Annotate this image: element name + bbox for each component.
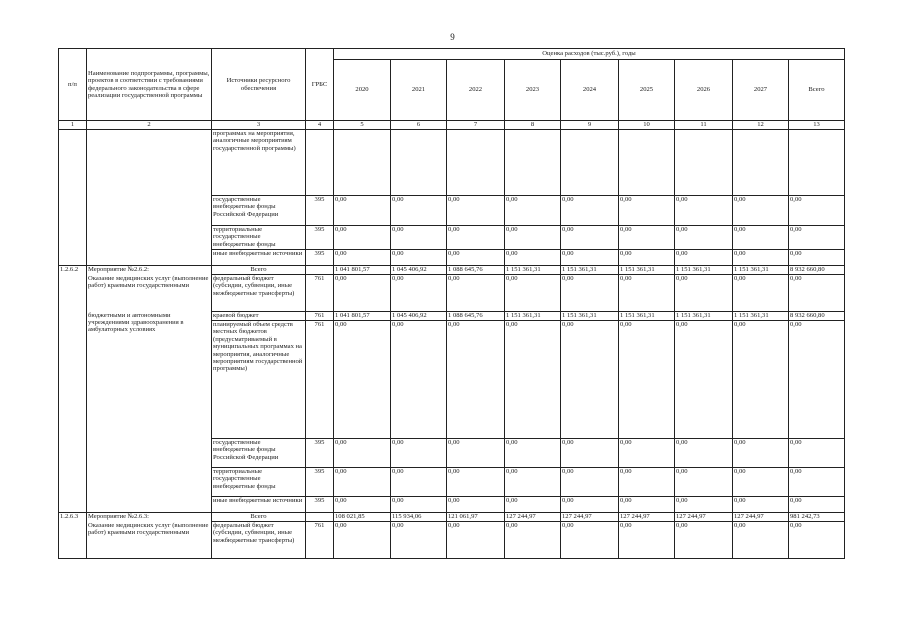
value-cell: 0,00 bbox=[789, 226, 845, 250]
source-cell: краевой бюджет bbox=[212, 312, 306, 321]
value-cell: 1 151 361,31 bbox=[619, 312, 675, 321]
header-year: 2027 bbox=[733, 60, 789, 121]
value-cell: 0,00 bbox=[733, 439, 789, 468]
value-cell: 0,00 bbox=[391, 250, 447, 266]
page-number: 9 bbox=[450, 32, 455, 42]
grbs-cell: 761 bbox=[306, 312, 334, 321]
table-row bbox=[59, 226, 845, 250]
value-cell: 0,00 bbox=[505, 250, 561, 266]
grbs-cell: 395 bbox=[306, 226, 334, 250]
value-cell: 0,00 bbox=[619, 468, 675, 497]
source-cell: федеральный бюджет (субсидии, субвенции, иные межбюджетные трансферты) bbox=[212, 522, 306, 559]
value-cell: 0,00 bbox=[334, 321, 391, 439]
header-source: Источники ресурсного обеспечения bbox=[212, 49, 306, 121]
value-cell: 1 151 361,31 bbox=[619, 266, 675, 275]
grbs-cell: 761 bbox=[306, 522, 334, 559]
source-cell: государственные внебюджетные фонды Российской Федерации bbox=[212, 439, 306, 468]
value-cell: 0,00 bbox=[505, 439, 561, 468]
value-cell: 0,00 bbox=[675, 439, 733, 468]
grbs-cell: 395 bbox=[306, 250, 334, 266]
value-cell: 0,00 bbox=[391, 321, 447, 439]
value-cell: 1 151 361,31 bbox=[561, 312, 619, 321]
value-cell: 0,00 bbox=[505, 497, 561, 513]
value-cell: 0,00 bbox=[675, 522, 733, 559]
value-cell: 0,00 bbox=[675, 275, 733, 312]
value-cell: 0,00 bbox=[733, 321, 789, 439]
value-cell: 0,00 bbox=[733, 468, 789, 497]
value-cell: 0,00 bbox=[561, 196, 619, 226]
value-cell: 0,00 bbox=[391, 497, 447, 513]
value-cell: 108 021,85 bbox=[334, 513, 391, 522]
col-number: 9 bbox=[561, 121, 619, 130]
value-cell: 1 151 361,31 bbox=[505, 312, 561, 321]
value-cell: 0,00 bbox=[447, 275, 505, 312]
value-cell: 1 151 361,31 bbox=[733, 312, 789, 321]
value-cell: 0,00 bbox=[789, 321, 845, 439]
source-cell: Всего bbox=[212, 513, 306, 522]
source-cell: программах на мероприятия, аналогичные мероприятиям государственной программы) bbox=[212, 130, 306, 196]
col-number: 4 bbox=[306, 121, 334, 130]
value-cell: 0,00 bbox=[675, 321, 733, 439]
grbs-cell: 761 bbox=[306, 321, 334, 439]
value-cell: 0,00 bbox=[561, 321, 619, 439]
value-cell: 0,00 bbox=[447, 250, 505, 266]
value-cell: 1 151 361,31 bbox=[505, 266, 561, 275]
header-year: 2025 bbox=[619, 60, 675, 121]
value-cell: 0,00 bbox=[619, 226, 675, 250]
source-cell: Всего bbox=[212, 266, 306, 275]
row-number: 1.2.6.2 bbox=[59, 266, 87, 513]
source-cell: федеральный бюджет (субсидии, субвенции, иные межбюджетные трансферты) bbox=[212, 275, 306, 312]
value-cell: 0,00 bbox=[619, 275, 675, 312]
value-cell: 0,00 bbox=[733, 196, 789, 226]
value-cell: 1 041 801,57 bbox=[334, 312, 391, 321]
value-cell: 1 088 645,76 bbox=[447, 266, 505, 275]
value-cell: 127 244,97 bbox=[619, 513, 675, 522]
value-cell: 0,00 bbox=[561, 226, 619, 250]
col-number: 3 bbox=[212, 121, 306, 130]
value-cell: 8 932 660,80 bbox=[789, 266, 845, 275]
value-cell: 127 244,97 bbox=[561, 513, 619, 522]
budget-table bbox=[58, 48, 845, 559]
value-cell: 0,00 bbox=[334, 226, 391, 250]
source-cell: государственные внебюджетные фонды Российской Федерации bbox=[212, 196, 306, 226]
value-cell: 0,00 bbox=[789, 275, 845, 312]
value-cell: 121 061,97 bbox=[447, 513, 505, 522]
table-row bbox=[59, 522, 845, 559]
value-cell: 0,00 bbox=[789, 497, 845, 513]
value-cell: 0,00 bbox=[561, 439, 619, 468]
header-year: 2026 bbox=[675, 60, 733, 121]
value-cell: 0,00 bbox=[789, 196, 845, 226]
header-total: Всего bbox=[789, 60, 845, 121]
source-cell: планируемый объем средств местных бюджетов (предусматриваемый в муниципальных программах на мероприятия, аналогичные мероприятиям государственной программы) bbox=[212, 321, 306, 439]
grbs-cell: 395 bbox=[306, 497, 334, 513]
value-cell: 8 932 660,80 bbox=[789, 312, 845, 321]
value-cell: 1 088 645,76 bbox=[447, 312, 505, 321]
header-year: 2022 bbox=[447, 60, 505, 121]
value-cell: 1 045 406,92 bbox=[391, 266, 447, 275]
table-row-total bbox=[59, 266, 845, 275]
value-cell: 0,00 bbox=[391, 468, 447, 497]
source-cell: иные внебюджетные источники bbox=[212, 250, 306, 266]
col-number: 2 bbox=[87, 121, 212, 130]
header-name: Наименование подпрограммы, программы, проектов в соответствии с требованиями федерального законодательства в сфере реализации государственной программы bbox=[87, 49, 212, 121]
grbs-cell: 761 bbox=[306, 275, 334, 312]
table-row bbox=[59, 250, 845, 266]
value-cell: 981 242,73 bbox=[789, 513, 845, 522]
header-year: 2020 bbox=[334, 60, 391, 121]
value-cell: 0,00 bbox=[505, 275, 561, 312]
value-cell: 1 045 406,92 bbox=[391, 312, 447, 321]
value-cell: 0,00 bbox=[334, 522, 391, 559]
value-cell: 127 244,97 bbox=[733, 513, 789, 522]
value-cell: 0,00 bbox=[733, 226, 789, 250]
value-cell: 0,00 bbox=[619, 321, 675, 439]
col-number: 13 bbox=[789, 121, 845, 130]
col-number: 1 bbox=[59, 121, 87, 130]
header-year: 2024 bbox=[561, 60, 619, 121]
measure-title: Мероприятие №2.6.3: bbox=[87, 513, 212, 522]
header-num: п/п bbox=[59, 49, 87, 121]
table-row bbox=[59, 196, 845, 226]
table-row bbox=[59, 275, 845, 312]
value-cell: 0,00 bbox=[733, 522, 789, 559]
value-cell: 0,00 bbox=[619, 439, 675, 468]
value-cell: 0,00 bbox=[447, 226, 505, 250]
table-row-total bbox=[59, 513, 845, 522]
value-cell: 0,00 bbox=[619, 196, 675, 226]
measure-description: Оказание медицинских услуг (выполнение работ) краевыми государственными bbox=[87, 275, 212, 312]
value-cell: 0,00 bbox=[619, 522, 675, 559]
value-cell: 0,00 bbox=[391, 522, 447, 559]
value-cell: 0,00 bbox=[789, 250, 845, 266]
value-cell: 0,00 bbox=[733, 275, 789, 312]
value-cell: 0,00 bbox=[447, 321, 505, 439]
value-cell: 0,00 bbox=[447, 497, 505, 513]
measure-title: Мероприятие №2.6.2: bbox=[87, 266, 212, 275]
value-cell: 0,00 bbox=[675, 468, 733, 497]
value-cell: 0,00 bbox=[505, 321, 561, 439]
value-cell: 127 244,97 bbox=[675, 513, 733, 522]
value-cell: 1 041 801,57 bbox=[334, 266, 391, 275]
col-number: 10 bbox=[619, 121, 675, 130]
value-cell: 0,00 bbox=[733, 250, 789, 266]
measure-description: Оказание медицинских услуг (выполнение работ) краевыми государственными bbox=[87, 522, 212, 559]
value-cell: 0,00 bbox=[391, 439, 447, 468]
value-cell: 0,00 bbox=[789, 468, 845, 497]
value-cell: 0,00 bbox=[561, 522, 619, 559]
table-row bbox=[59, 130, 845, 196]
value-cell: 0,00 bbox=[789, 439, 845, 468]
value-cell: 0,00 bbox=[675, 250, 733, 266]
col-number: 6 bbox=[391, 121, 447, 130]
value-cell: 0,00 bbox=[391, 275, 447, 312]
grbs-cell: 395 bbox=[306, 196, 334, 226]
value-cell: 0,00 bbox=[733, 497, 789, 513]
value-cell: 0,00 bbox=[561, 497, 619, 513]
value-cell: 0,00 bbox=[447, 439, 505, 468]
source-cell: иные внебюджетные источники bbox=[212, 497, 306, 513]
value-cell: 1 151 361,31 bbox=[733, 266, 789, 275]
value-cell: 127 244,97 bbox=[505, 513, 561, 522]
value-cell: 0,00 bbox=[505, 226, 561, 250]
header-estimate: Оценка расходов (тыс.руб.), годы bbox=[334, 49, 845, 60]
value-cell: 0,00 bbox=[561, 250, 619, 266]
col-number: 8 bbox=[505, 121, 561, 130]
value-cell: 0,00 bbox=[334, 275, 391, 312]
value-cell: 0,00 bbox=[334, 468, 391, 497]
value-cell: 0,00 bbox=[391, 196, 447, 226]
grbs-cell: 395 bbox=[306, 439, 334, 468]
value-cell: 0,00 bbox=[505, 196, 561, 226]
value-cell: 0,00 bbox=[675, 196, 733, 226]
col-number: 11 bbox=[675, 121, 733, 130]
source-cell: территориальные государственные внебюджетные фонды bbox=[212, 468, 306, 497]
column-number-row bbox=[59, 121, 845, 130]
col-number: 12 bbox=[733, 121, 789, 130]
col-number: 7 bbox=[447, 121, 505, 130]
value-cell: 0,00 bbox=[619, 497, 675, 513]
value-cell: 0,00 bbox=[391, 226, 447, 250]
row-number: 1.2.6.3 bbox=[59, 513, 87, 559]
value-cell: 0,00 bbox=[334, 439, 391, 468]
value-cell: 0,00 bbox=[505, 468, 561, 497]
source-cell: территориальные государственные внебюджетные фонды bbox=[212, 226, 306, 250]
value-cell: 0,00 bbox=[619, 250, 675, 266]
value-cell: 0,00 bbox=[334, 196, 391, 226]
value-cell: 0,00 bbox=[447, 196, 505, 226]
value-cell: 0,00 bbox=[675, 497, 733, 513]
header-year: 2023 bbox=[505, 60, 561, 121]
value-cell: 1 151 361,31 bbox=[675, 266, 733, 275]
measure-description: бюджетными и автономными учреждениями здравоохранения в амбулаторных условиях bbox=[87, 312, 212, 513]
value-cell: 0,00 bbox=[561, 275, 619, 312]
value-cell: 0,00 bbox=[505, 522, 561, 559]
header-grbs: ГРБС bbox=[306, 49, 334, 121]
value-cell: 0,00 bbox=[447, 522, 505, 559]
table-row bbox=[59, 312, 845, 321]
value-cell: 0,00 bbox=[789, 522, 845, 559]
header-year: 2021 bbox=[391, 60, 447, 121]
value-cell: 1 151 361,31 bbox=[561, 266, 619, 275]
value-cell: 0,00 bbox=[561, 468, 619, 497]
value-cell: 0,00 bbox=[675, 226, 733, 250]
col-number: 5 bbox=[334, 121, 391, 130]
grbs-cell: 395 bbox=[306, 468, 334, 497]
value-cell: 0,00 bbox=[334, 497, 391, 513]
value-cell: 1 151 361,31 bbox=[675, 312, 733, 321]
value-cell: 0,00 bbox=[447, 468, 505, 497]
value-cell: 115 934,06 bbox=[391, 513, 447, 522]
value-cell: 0,00 bbox=[334, 250, 391, 266]
